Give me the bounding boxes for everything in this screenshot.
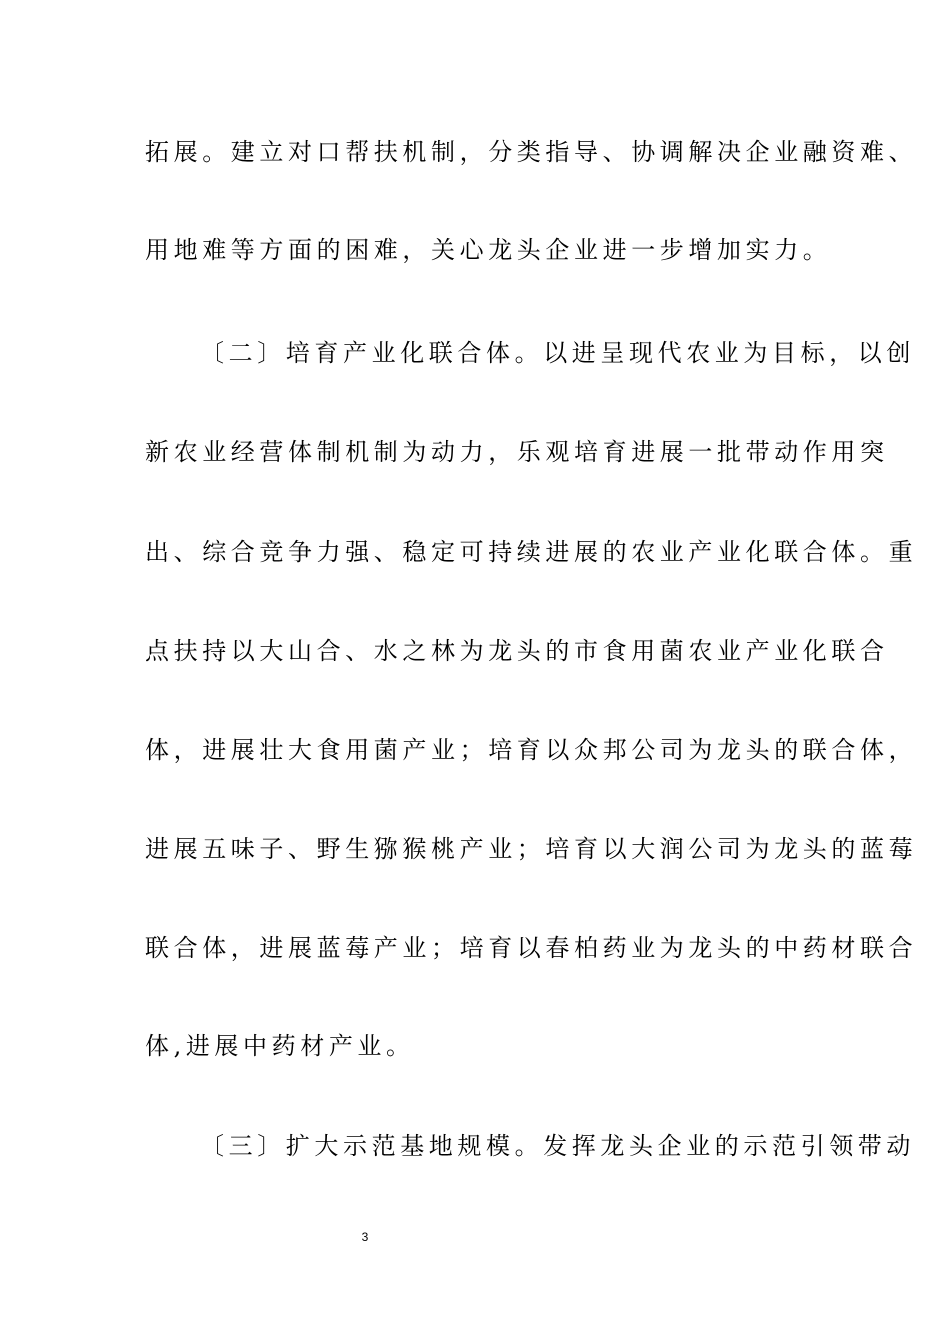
text-line: 进展五味子、野生猕猴桃产业；培育以大润公司为龙头的蓝莓 xyxy=(145,835,918,863)
section-heading-line: 〔三〕扩大示范基地规模。发挥龙头企业的示范引领带动 xyxy=(200,1132,915,1160)
text-line: 体，进展壮大食用菌产业；培育以众邦公司为龙头的联合体， xyxy=(145,736,918,764)
text-line: 用地难等方面的困难，关心龙头企业进一步增加实力。 xyxy=(145,236,832,264)
page-number: 3 xyxy=(361,1230,369,1244)
section-heading-line: 〔二〕培育产业化联合体。以进呈现代农业为目标，以创 xyxy=(200,339,915,367)
text-line: 新农业经营体制机制为动力，乐观培育进展一批带动作用突 xyxy=(145,438,889,466)
text-line: 拓展。建立对口帮扶机制，分类指导、协调解决企业融资难、 xyxy=(145,138,918,166)
text-line: 出、综合竞争力强、稳定可持续进展的农业产业化联合体。重 xyxy=(145,538,918,566)
text-line: 点扶持以大山合、水之林为龙头的市食用菌农业产业化联合 xyxy=(145,637,889,665)
text-line: 联合体，进展蓝莓产业；培育以春柏药业为龙头的中药材联合 xyxy=(145,934,918,962)
text-line: 体,进展中药材产业。 xyxy=(145,1032,415,1060)
